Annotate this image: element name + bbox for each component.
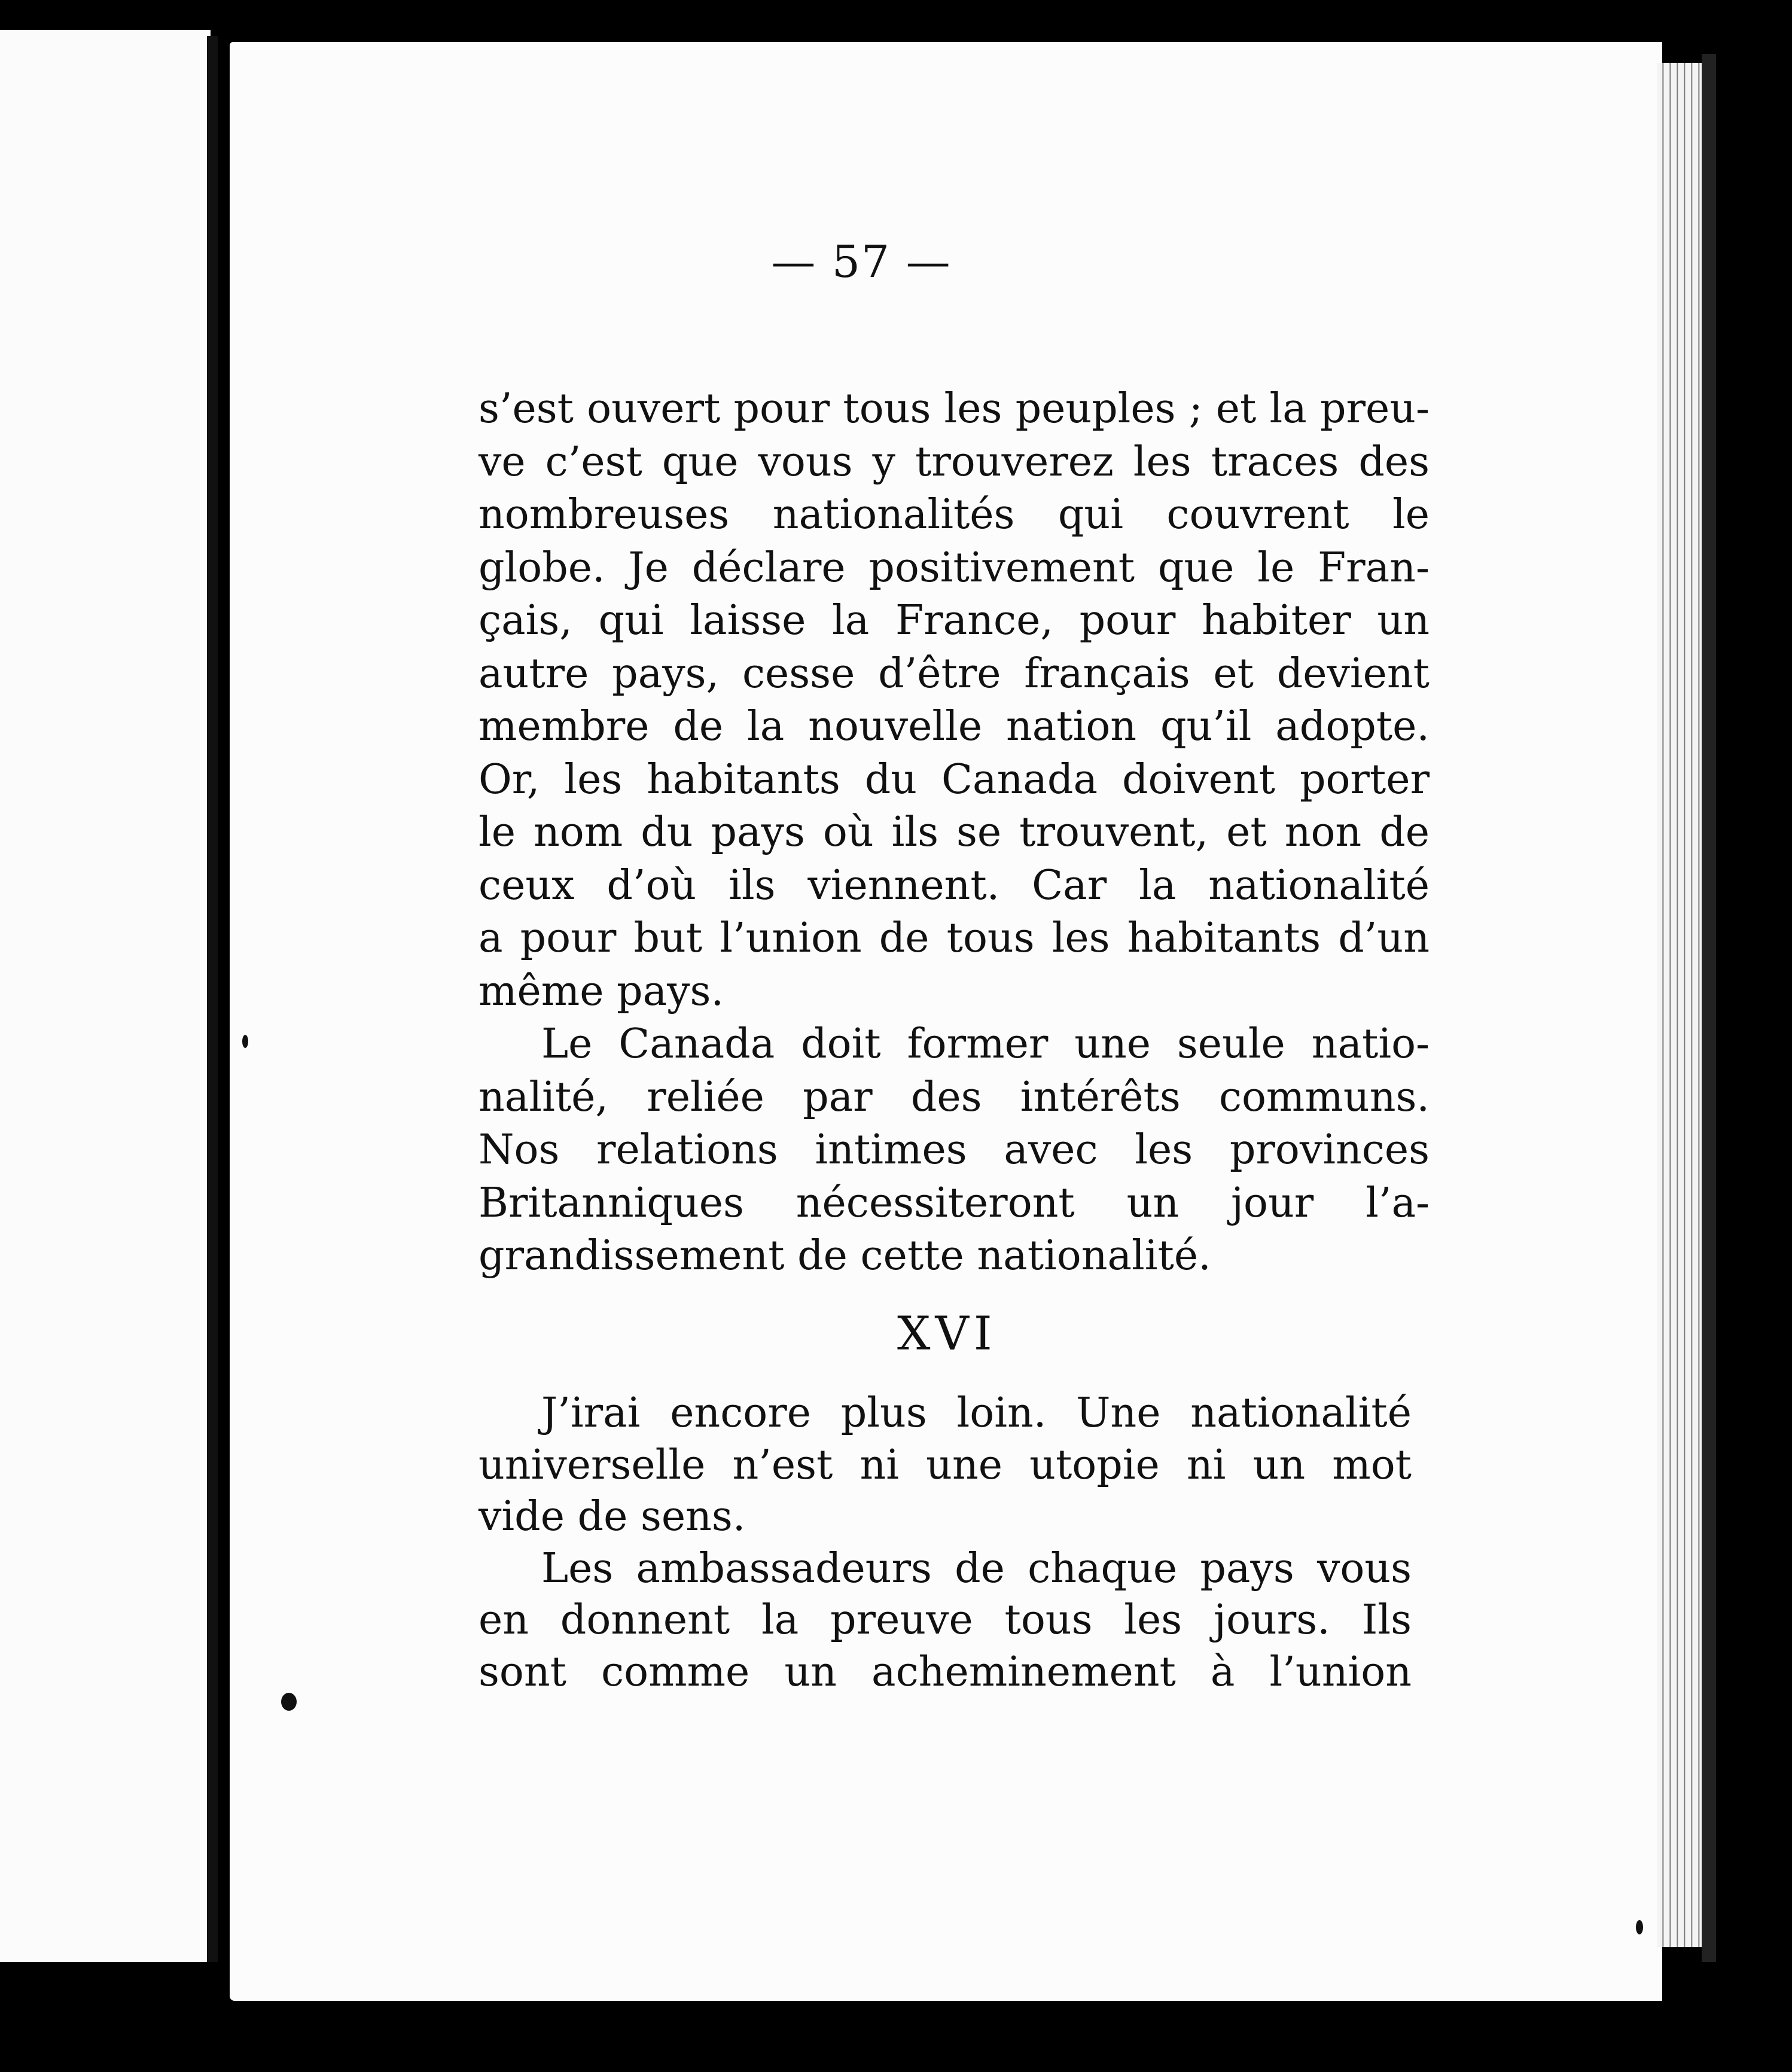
text-line: Nos relations intimes avec les provinces: [479, 1126, 1430, 1174]
paragraph-1: [479, 383, 1430, 1283]
text-line: Britanniques nécessiteront un jour l’a-: [479, 1179, 1430, 1227]
ink-speck: [281, 1693, 297, 1711]
text-line: même pays.: [479, 967, 724, 1015]
text-line: a pour but l’union de tous les habitants d’un: [479, 915, 1430, 962]
gutter: [207, 36, 218, 1962]
paragraph-3: [479, 1388, 1412, 1698]
text-line: Le Canada doit former une seule natio-: [541, 1020, 1430, 1068]
page-edge-shadow: [1702, 54, 1716, 1962]
section-heading: XVI: [897, 1307, 997, 1361]
text-line: ve c’est que vous y trouverez les traces des: [479, 438, 1430, 486]
text-line: autre pays, cesse d’être français et devient: [479, 650, 1430, 697]
text-line: çais, qui laisse la France, pour habiter un: [479, 597, 1430, 644]
ink-speck: [242, 1035, 248, 1048]
text-line: le nom du pays où ils se trouvent, et non de: [479, 809, 1430, 856]
facing-page: [0, 30, 211, 1962]
text-line: en donnent la preuve tous les jours. Ils: [479, 1596, 1412, 1644]
text-line: ceux d’où ils viennent. Car la nationalité: [479, 861, 1430, 909]
text-line: Les ambassadeurs de chaque pays vous: [541, 1544, 1412, 1592]
text-line: J’irai encore plus loin. Une nationalité: [541, 1390, 1412, 1437]
text-line: membre de la nouvelle nation qu’il adopte.: [479, 703, 1430, 750]
text-line: globe. Je déclare positivement que le Fran-: [479, 544, 1430, 592]
ink-speck: [1636, 1920, 1643, 1934]
page-edges: [1657, 63, 1705, 1947]
page-number: — 57 —: [771, 236, 952, 288]
text-line: vide de sens.: [479, 1493, 746, 1540]
text-line: sont comme un acheminement à l’union: [479, 1648, 1412, 1696]
text-line: universelle n’est ni une utopie ni un mot: [479, 1441, 1412, 1489]
text-line: nombreuses nationalités qui couvrent le: [479, 491, 1430, 538]
text-line: s’est ouvert pour tous les peuples ; et la preu-: [479, 385, 1430, 432]
text-line: nalité, reliée par des intérêts communs.: [479, 1073, 1430, 1121]
text-line: Or, les habitants du Canada doivent porter: [479, 755, 1430, 803]
text-line: grandissement de cette nationalité.: [479, 1232, 1211, 1279]
